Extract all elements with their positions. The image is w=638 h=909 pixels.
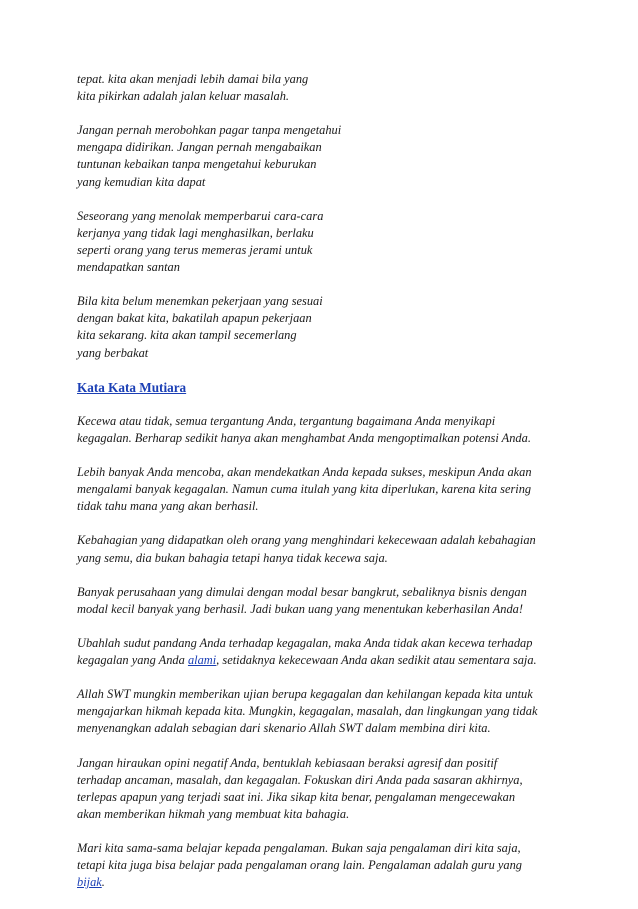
link-alami[interactable]: alami (187, 653, 217, 668)
text-line: modal kecil banyak yang berhasil. Jadi bukan uang yang menentukan keberhasilan Anda! (77, 601, 523, 616)
text-line (77, 652, 577, 669)
main-section-1 (77, 413, 577, 618)
text-line: yang kemudian kita dapat (77, 174, 206, 189)
text-line: Jangan hiraukan opini negatif Anda, bentuklah kebiasaan beraksi agresif dan positif (77, 755, 498, 770)
text-line: Kecewa atau tidak, semua tergantung Anda, tergantung bagaimana Anda menyikapi (77, 413, 496, 428)
paragraph (77, 755, 577, 823)
text-line: tepat. kita akan menjadi lebih damai bila yang (77, 72, 309, 86)
text-line: Lebih banyak Anda mencoba, akan mendekatkan Anda kepada sukses, meskipun Anda akan (77, 465, 532, 480)
intro-section (77, 71, 577, 362)
document-page (77, 71, 577, 909)
text-line: Ubahlah sudut pandang Anda terhadap kegagalan, maka Anda tidak akan kecewa terhadap (77, 636, 533, 650)
text-segment: , setidaknya kekecewaan Anda akan sedikit atau sementara saja. (216, 653, 537, 668)
paragraph (77, 532, 577, 566)
text-segment: . (101, 875, 105, 890)
text-line: dengan bakat kita, bakatilah apapun pekerjaan (77, 311, 312, 326)
text-line: kegagalan. Berharap sedikit hanya akan menghambat Anda mengoptimalkan potensi Anda. (77, 430, 531, 445)
text-line: mengalami banyak kegagalan. Namun cuma itulah yang kita diperlukan, karena kita sering (77, 482, 532, 497)
text-line: tetapi kita juga bisa belajar pada pengalaman orang lain. Pengalaman adalah guru yang (77, 858, 523, 873)
text-line: terhadap ancaman, masalah, dan kegagalan. Fokuskan diri Anda pada sasaran akhirnya, (77, 772, 523, 787)
text-line: tidak tahu mana yang akan berhasil. (77, 499, 259, 514)
text-line: kita sekarang. kita akan tampil secemerlang (77, 328, 297, 343)
text-line: Seseorang yang menolak memperbarui cara-cara (77, 208, 324, 223)
text-line: tuntunan kebaikan tanpa mengetahui keburukan (77, 157, 317, 172)
paragraph (77, 293, 577, 361)
text-line: Banyak perusahaan yang dimulai dengan modal besar bangkrut, sebaliknya bisnis dengan (77, 584, 527, 599)
text-line: Kebahagian yang didapatkan oleh orang yang menghindari kekecewaan adalah kebahagian (77, 533, 536, 548)
link-bijak[interactable]: bijak (77, 875, 102, 890)
text-line: mengajarkan hikmah kepada kita. Mungkin, kegagalan, masalah, dan lingkungan yang tidak (77, 704, 538, 719)
text-line: Jangan pernah merobohkan pagar tanpa mengetahui (77, 123, 342, 138)
text-line: Allah SWT mungkin memberikan ujian berupa kegagalan dan kehilangan kepada kita untuk (77, 687, 533, 702)
text-line: mengapa didirikan. Jangan pernah mengabaikan (77, 140, 322, 155)
text-line: terlepas apapun yang terjadi saat ini. Jika sikap kita benar, pengalaman mengecewakan (77, 789, 516, 804)
text-line: Mari kita sama-sama belajar kepada pengalaman. Bukan saja pengalaman diri kita saja, (77, 841, 521, 856)
text-line: yang semu, dia bukan bahagia tetapi hanya tidak kecewa saja. (77, 550, 388, 565)
text-line: yang berbakat (77, 345, 149, 360)
paragraph (77, 208, 577, 276)
text-line: Bila kita belum menemkan pekerjaan yang sesuai (77, 294, 323, 309)
text-segment: kegagalan yang Anda (77, 653, 188, 668)
paragraph (77, 122, 577, 190)
paragraph (77, 464, 577, 515)
main-section-2 (77, 686, 577, 823)
text-line: mendapatkan santan (77, 260, 180, 275)
text-line: seperti orang yang terus memeras jerami untuk (77, 242, 313, 257)
text-line: akan memberikan hikmah yang membuat kita bahagia. (77, 806, 350, 821)
paragraph (77, 413, 577, 447)
text-line (77, 874, 577, 891)
paragraph-with-link-bijak (77, 840, 577, 891)
paragraph (77, 686, 577, 737)
paragraph (77, 71, 577, 105)
text-line: menyenangkan adalah sebagian dari skenario Allah SWT dalam membina diri kita. (77, 721, 491, 736)
text-line: kerjanya yang tidak lagi menghasilkan, berlaku (77, 225, 314, 240)
section-heading-link[interactable]: Kata Kata Mutiara (77, 379, 187, 395)
text-line: kita pikirkan adalah jalan keluar masalah. (77, 89, 289, 104)
paragraph-with-link-alami (77, 635, 577, 669)
paragraph (77, 584, 577, 618)
